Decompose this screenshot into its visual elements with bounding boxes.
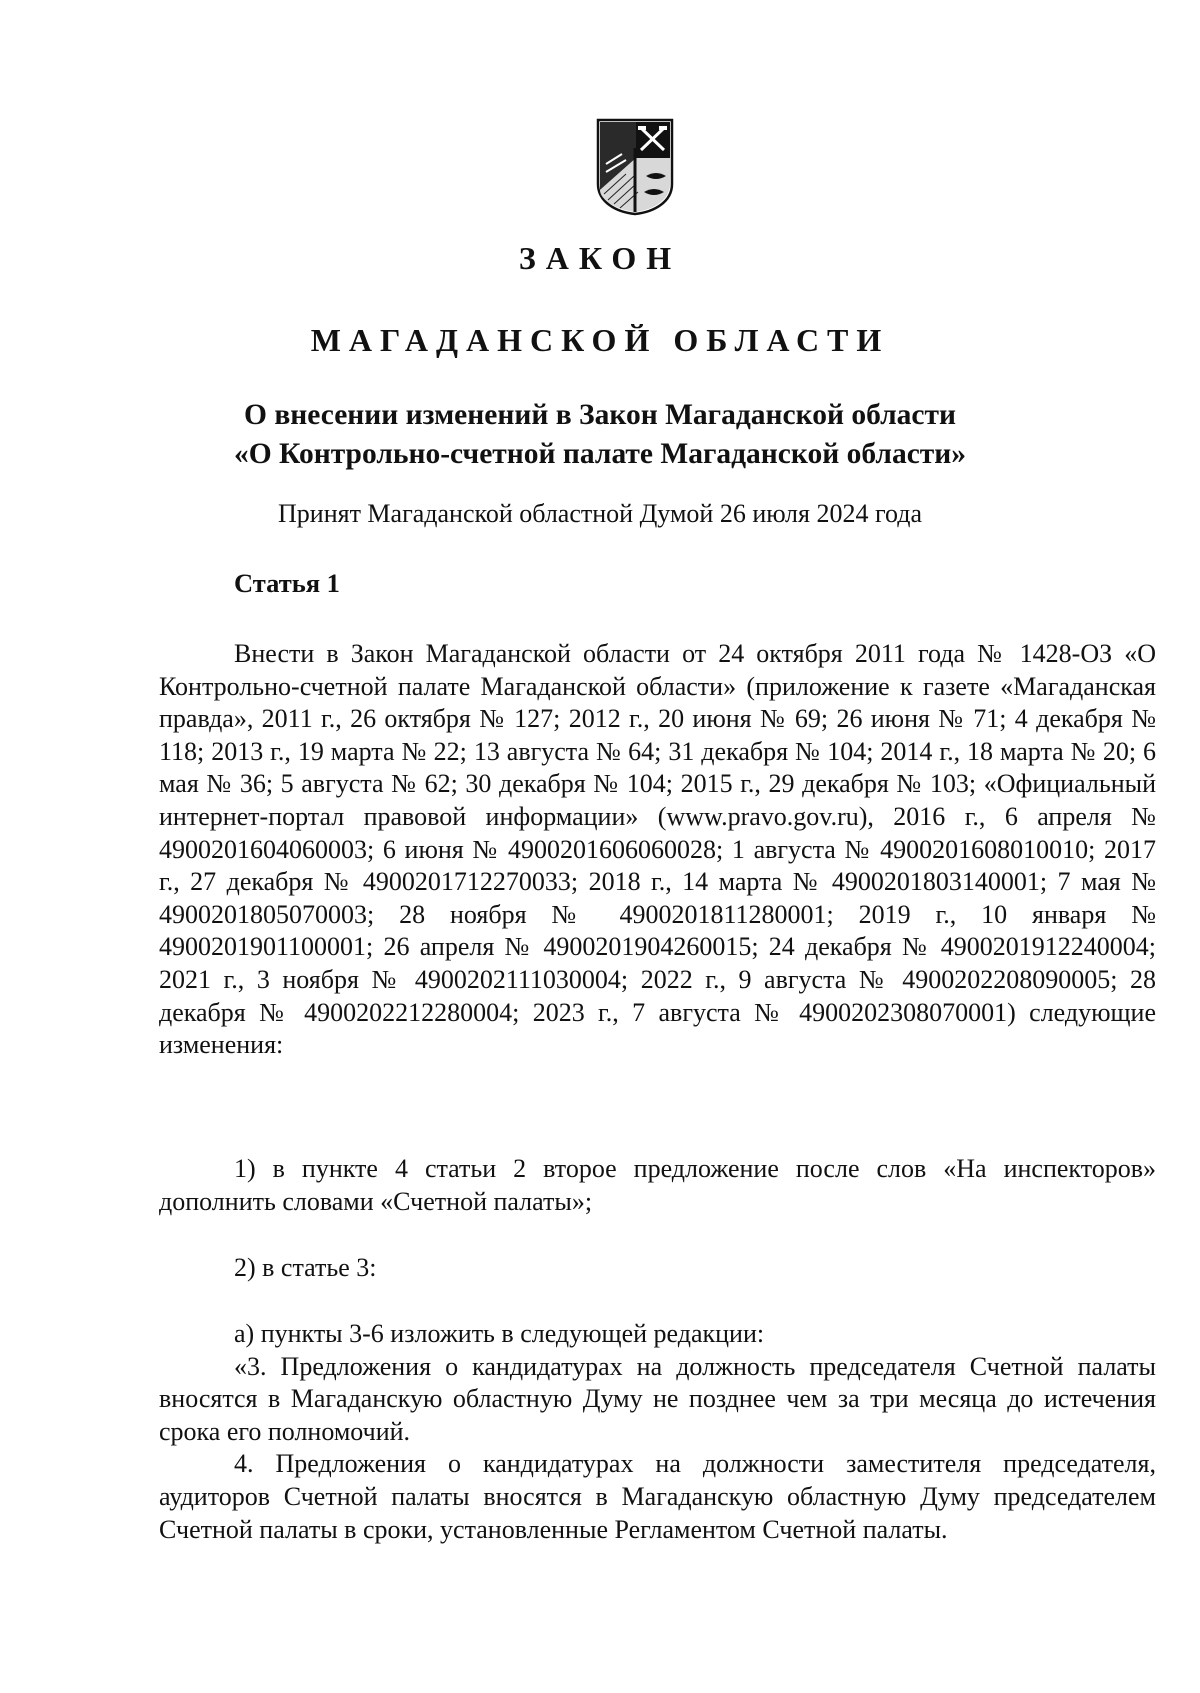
article-intro (159, 638, 1156, 1062)
law-title-line-2: «О Контрольно-счетной палате Магаданской области» (233, 438, 967, 470)
article-intro-text: Внести в Закон Магаданской области от 24 октября 2011 года № 1428-ОЗ «О Контрольно-счетной палате Магаданской области» (приложение к газете «Магаданская правда», 2011 г., 26 октября № 127; 2012 г., 20 июня № 69; 26 июня № 71; 4 декабря № 118; 2013 г., 19 марта № 22; 13 августа № 64; 31 декабря № 104; 2014 г., 18 марта № 20; 6 мая № 36; 5 августа № 62; 30 декабря № 104; 2015 г., 29 декабря № 103; «Официальный интернет-портал правовой информации» (www.pravo.gov.ru), 2016 г., 6 апреля № 4900201604060003; 6 июня № 4900201606060028; 1 августа № 4900201608010010; 2017 г., 27 декабря № 4900201712270033; 2018 г., 14 марта № 4900201803140001; 7 мая № 4900201805070003; 28 ноября № 4900201811280001; 2019 г., 10 января № 4900201901100001; 26 апреля № 4900201904260015; 24 декабря № 4900201912240004; 2021 г., 3 ноября № 4900202111030004; 2022 г., 9 августа № 4900202208090005; 28 декабря № 4900202212280004; 2023 г., 7 августа № 4900202308070001) следующие изменения: (159, 639, 1156, 1060)
region-heading: МАГАДАНСКОЙ ОБЛАСТИ (310, 322, 890, 358)
coat-of-arms-icon (596, 118, 674, 216)
new-point-3-text: «3. Предложения о кандидатурах на должность председателя Счетной палаты вносятся в Магаданскую областную Думу не позднее чем за три месяца до истечения срока его полномочий. (159, 1351, 1156, 1446)
law-title-line-1: О внесении изменений в Закон Магаданской области (244, 399, 956, 431)
amendment-item-1 (159, 1153, 1156, 1218)
document-type-heading: ЗАКОН (518, 240, 682, 276)
amendment-item-2a (159, 1318, 1156, 1546)
amendment-item-2a-text: а) пункты 3-6 изложить в следующей редакции: (234, 1319, 765, 1348)
adoption-line: Принят Магаданской областной Думой 26 июля 2024 года (278, 499, 922, 528)
new-point-4-text: 4. Предложения о кандидатурах на должности заместителя председателя, аудиторов Счетной палаты вносятся в Магаданскую областную Думу председателем Счетной палаты в сроки, установленные Регламентом Счетной палаты. (159, 1449, 1156, 1544)
article-heading: Статья 1 (234, 568, 340, 598)
amendment-item-2-text: 2) в статье 3: (234, 1253, 377, 1282)
amendment-item-2 (159, 1252, 1156, 1285)
law-title (0, 396, 1200, 474)
amendment-item-1-text: 1) в пункте 4 статьи 2 второе предложение после слов «На инспекторов» дополнить словами «Счетной палаты»; (159, 1154, 1156, 1216)
